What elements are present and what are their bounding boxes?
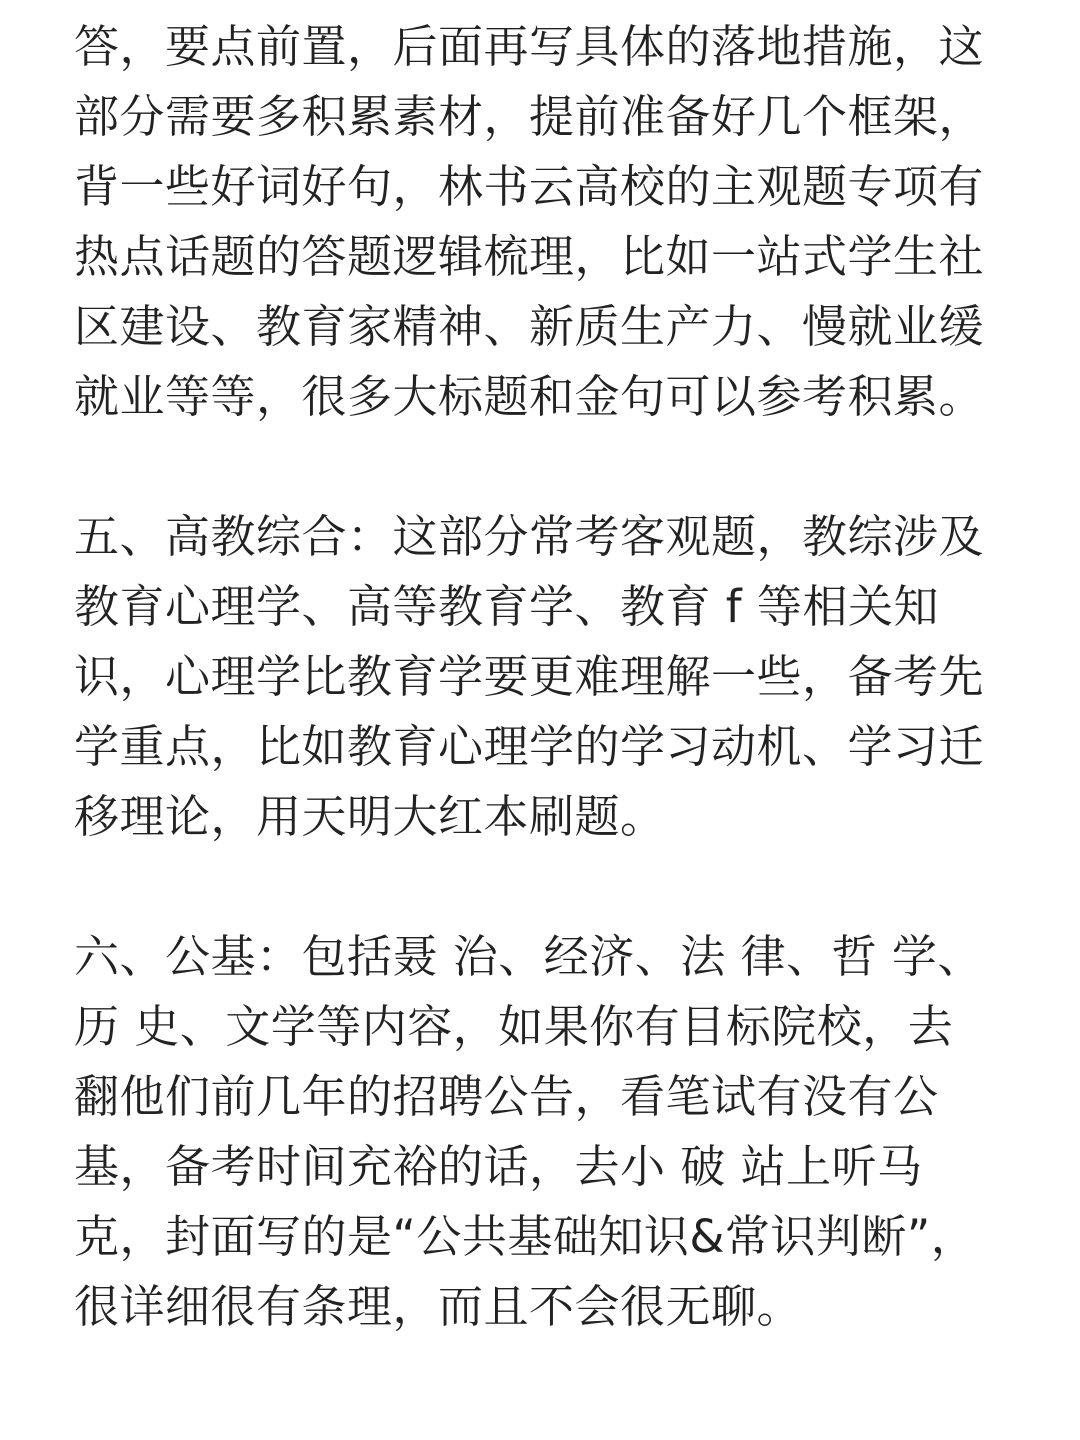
paragraph-public-basics (74, 922, 1020, 1342)
text-line: 克，封面写的是“公共基础知识&常识判断”， (74, 1210, 977, 1263)
text-line: 识，心理学比教育学要更难理解一些，备考先 (74, 650, 985, 703)
text-line: 热点话题的答题逻辑梳理，比如一站式学生社 (74, 230, 985, 283)
text-line: 学重点，比如教育心理学的学习动机、学习迁 (74, 720, 985, 773)
text-line: 移理论，用天明大红本刷题。 (74, 790, 666, 843)
text-line: 部分需要多积累素材，提前准备好几个框架， (74, 90, 985, 143)
text-line: 六、公基：包括聂 治、经济、法 律、哲 学、 (74, 930, 983, 983)
paragraph-higher-education (74, 502, 1020, 852)
text-line: 翻他们前几年的招聘公告，看笔试有没有公 (74, 1070, 939, 1123)
text-line: 教育心理学、高等教育学、教育 f 等相关知 (74, 580, 939, 633)
text-line: 五、高教综合：这部分常考客观题，教综涉及 (74, 510, 985, 563)
text-line: 基，备考时间充裕的话，去小 破 站上听马 (74, 1140, 923, 1193)
text-line: 历 史、文学等内容，如果你有目标院校，去 (74, 1000, 954, 1053)
text-line: 很详细很有条理，而且不会很无聊。 (74, 1280, 803, 1333)
text-line: 答，要点前置，后面再写具体的落地措施，这 (74, 20, 985, 73)
paragraph-subjective-questions (74, 12, 1020, 432)
text-line: 就业等等，很多大标题和金句可以参考积累。 (74, 370, 985, 423)
text-line: 区建设、教育家精神、新质生产力、慢就业缓 (74, 300, 985, 353)
text-line: 背一些好词好句，林书云高校的主观题专项有 (74, 160, 985, 213)
